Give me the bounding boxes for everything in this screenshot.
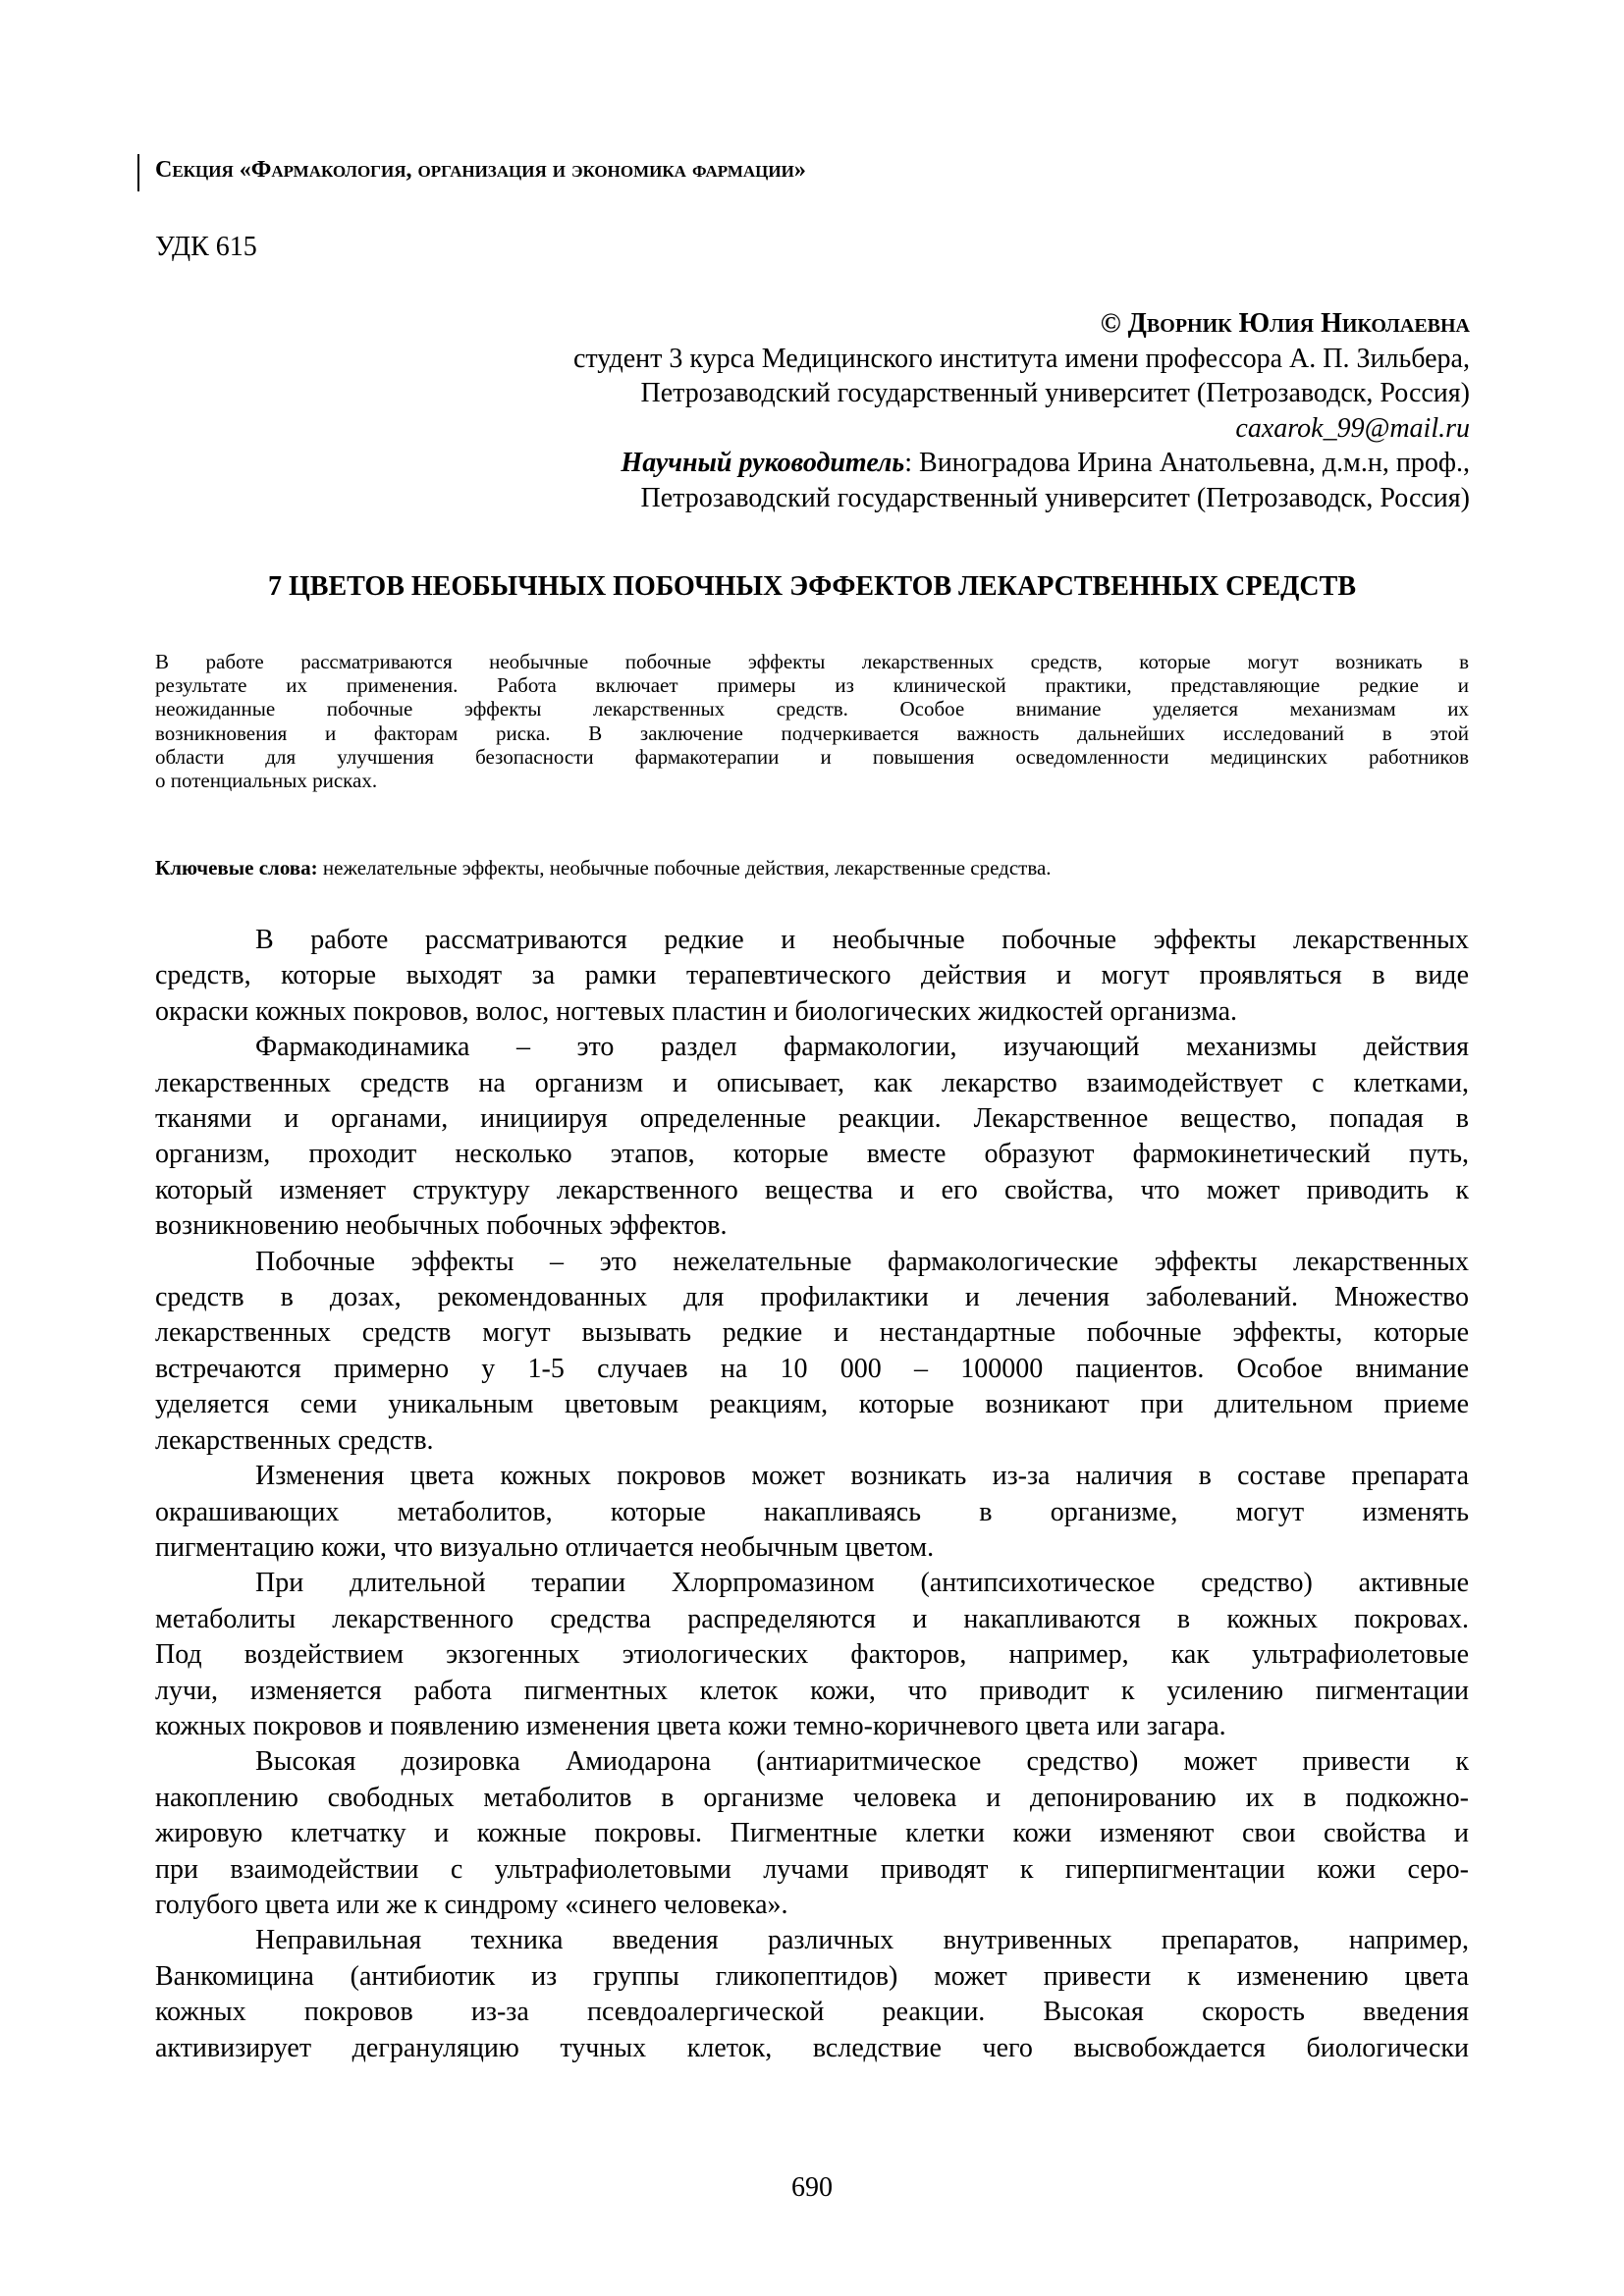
section-heading <box>155 157 806 184</box>
abstract-line: возникновения и факторам риска. В заключение подчеркивается важность дальнейших исследований в этой <box>155 721 1469 745</box>
body-line: метаболиты лекарственного средства распределяются и накапливаются в кожных покровах. <box>155 1603 1469 1634</box>
body-paragraph <box>155 1566 1469 1744</box>
body-line: В работе рассматриваются редкие и необычные побочные эффекты лекарственных <box>255 925 1469 955</box>
body-line: организм, проходит несколько этапов, которые вместе образуют фармокинетический путь, <box>155 1139 1469 1170</box>
body-paragraph <box>155 1923 1469 2066</box>
body-line: средств в дозах, рекомендованных для профилактики и лечения заболеваний. Множество <box>155 1282 1469 1313</box>
body-line: жировую клетчатку и кожные покровы. Пигментные клетки кожи изменяют свои свойства и <box>155 1818 1469 1849</box>
keywords-label: Ключевые слова: <box>155 856 318 880</box>
page-number: 690 <box>791 2172 833 2203</box>
body-paragraph <box>155 1459 1469 1566</box>
supervisor-affiliation: Петрозаводский государственный университет (Петрозаводск, Россия) <box>640 482 1470 513</box>
keywords <box>155 856 1469 881</box>
author-block <box>292 306 1470 515</box>
supervisor-label: Научный руководитель <box>621 448 905 478</box>
body-line: Побочные эффекты – это нежелательные фармакологические эффекты лекарственных <box>255 1246 1469 1277</box>
body-paragraph <box>155 1030 1469 1244</box>
body-line: Неправильная техника введения различных внутривенных препаратов, например, <box>255 1925 1469 1956</box>
abstract <box>155 650 1469 792</box>
body-line: Изменения цвета кожных покровов может возникать из-за наличия в составе препарата <box>255 1461 1469 1492</box>
author-name: © Дворник Юлия Николаевна <box>1100 308 1470 339</box>
body-line: Под воздействием экзогенных этиологических факторов, например, как ультрафиолетовые <box>155 1639 1469 1671</box>
abstract-line: области для улучшения безопасности фармакотерапии и повышения осведомленности медицинских работников <box>155 744 1469 769</box>
body-line: возникновению необычных побочных эффектов. <box>155 1210 728 1242</box>
body-line: уделяется семи уникальным цветовым реакциям, которые возникают при длительном приеме <box>155 1389 1469 1420</box>
body-line: который изменяет структуру лекарственного вещества и его свойства, что может приводить к <box>155 1174 1469 1205</box>
abstract-line: неожиданные побочные эффекты лекарственных средств. Особое внимание уделяется механизмам их <box>155 697 1469 721</box>
supervisor-line <box>292 446 1470 481</box>
body-line: встречаются примерно у 1-5 случаев на 10 000 – 100000 пациентов. Особое внимание <box>155 1353 1469 1384</box>
article-title: 7 ЦВЕТОВ НЕОБЫЧНЫХ ПОБОЧНЫХ ЭФФЕКТОВ ЛЕКАРСТВЕННЫХ СРЕДСТВ <box>267 571 1356 602</box>
body-paragraph <box>155 1245 1469 1459</box>
body-line: накоплению свободных метаболитов в организме человека и депонированию их в подкожно- <box>155 1782 1469 1813</box>
body-line: лекарственных средств. <box>155 1424 434 1456</box>
body-text <box>155 923 1469 2066</box>
body-line: лекарственных средств на организм и описывает, как лекарство взаимодействует с клетками, <box>155 1067 1469 1098</box>
body-line: голубого цвета или же к синдрому «синего человека». <box>155 1889 788 1920</box>
section-prefix: Секция <box>155 157 234 183</box>
section-marker-bar <box>137 154 139 191</box>
section-title: «Фармакология, организация и экономика фармации» <box>239 157 806 183</box>
body-line: Фармакодинамика – это раздел фармакологии, изучающий механизмы действия <box>255 1032 1469 1063</box>
body-line: активизирует дегрануляцию тучных клеток, вследствие чего высвобождается биологически <box>155 2032 1469 2063</box>
body-line: Ванкомицина (антибиотик из группы гликопептидов) может привести к изменению цвета <box>155 1960 1469 1992</box>
body-line: тканями и органами, инициируя определенные реакции. Лекарственное вещество, попадая в <box>155 1103 1469 1135</box>
body-paragraph <box>155 1744 1469 1923</box>
body-line: средств, которые выходят за рамки терапевтического действия и могут проявляться в виде <box>155 960 1469 991</box>
body-paragraph <box>155 923 1469 1030</box>
author-email: caxarok_99@mail.ru <box>1235 412 1470 444</box>
body-line: при взаимодействии с ультрафиолетовыми лучами приводят к гиперпигментации кожи серо- <box>155 1853 1469 1885</box>
udk-code: УДК 615 <box>155 232 257 262</box>
body-line: Высокая дозировка Амиодарона (антиаритмическое средство) может привести к <box>255 1746 1469 1778</box>
author-position: студент 3 курса Медицинского института имени профессора А. П. Зильбера, <box>572 343 1470 374</box>
body-line: кожных покровов из-за псевдоалергической реакции. Высокая скорость введения <box>155 1997 1469 2028</box>
supervisor-name: : Виноградова Ирина Анатольевна, д.м.н, проф., <box>904 448 1470 478</box>
author-affiliation: Петрозаводский государственный университет (Петрозаводск, Россия) <box>640 378 1470 408</box>
body-line: окрашивающих метаболитов, которые накапливаясь в организме, могут изменять <box>155 1496 1469 1527</box>
body-line: лекарственных средств могут вызывать редкие и нестандартные побочные эффекты, которые <box>155 1317 1469 1349</box>
abstract-line: о потенциальных рисках. <box>155 769 378 793</box>
body-line: При длительной терапии Хлорпромазином (антипсихотическое средство) активные <box>255 1568 1469 1599</box>
body-line: пигментацию кожи, что визуально отличается необычным цветом. <box>155 1531 935 1563</box>
body-line: кожных покровов и появлению изменения цвета кожи темно-коричневого цвета или загара. <box>155 1710 1226 1741</box>
body-line: окраски кожных покровов, волос, ногтевых пластин и биологических жидкостей организма. <box>155 995 1237 1027</box>
body-line: лучи, изменяется работа пигментных клеток кожи, что приводит к усилению пигментации <box>155 1675 1469 1706</box>
abstract-line: В работе рассматриваются необычные побочные эффекты лекарственных средств, которые могут возникать в <box>155 650 1469 673</box>
abstract-line: результате их применения. Работа включает примеры из клинической практики, представляющие редкие и <box>155 673 1469 698</box>
keywords-text: нежелательные эффекты, необычные побочные действия, лекарственные средства. <box>317 856 1052 880</box>
